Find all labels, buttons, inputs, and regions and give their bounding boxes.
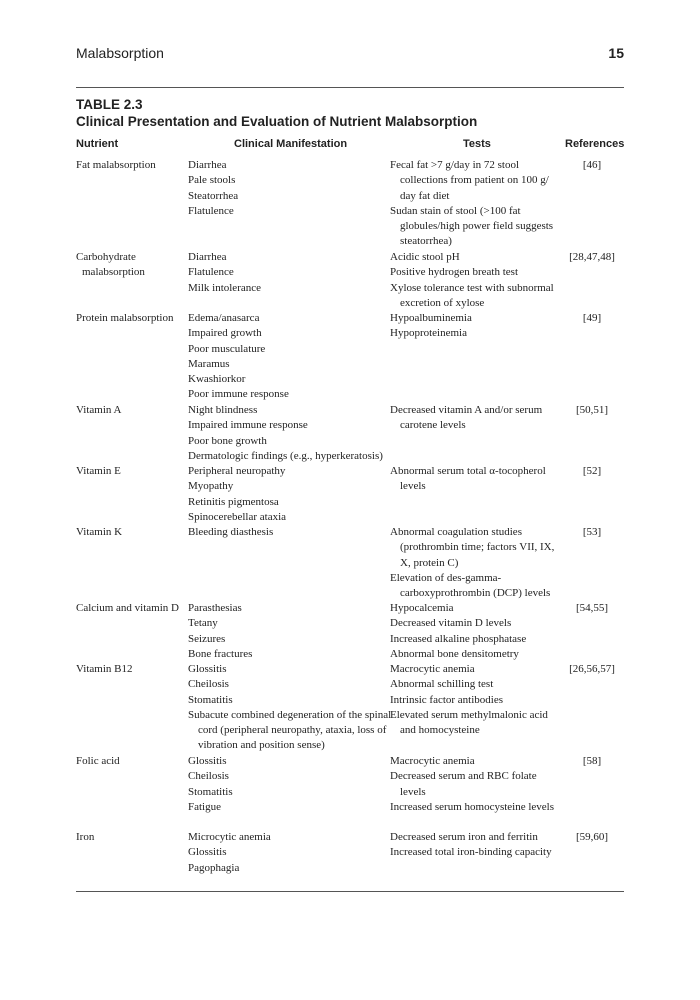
nutrient-name: Folic acid: [76, 755, 120, 767]
column-header-references: References: [565, 138, 625, 150]
nutrient-cell: [76, 250, 186, 281]
manifestation-cell: [188, 158, 392, 219]
test-item: Intrinsic factor antibodies: [390, 693, 504, 706]
nutrient-name: Iron: [76, 831, 95, 843]
references-cell: [560, 601, 624, 616]
manifestation-item: Peripheral neuropathy: [188, 465, 286, 477]
test-item: Acidic stool pH: [390, 251, 460, 263]
manifestation-item: Poor bone growth: [188, 434, 267, 447]
reference-citation: [58]: [582, 755, 602, 767]
manifestation-item: Maramus: [188, 357, 230, 370]
table-row: [76, 601, 624, 662]
test-item: Decreased vitamin D levels: [390, 617, 512, 630]
tests-cell: [390, 311, 560, 342]
reference-citation: [54,55]: [575, 602, 609, 614]
test-item: Increased alkaline phosphatase: [390, 632, 527, 645]
test-item: Sudan stain of stool (>100 fat globules/high power field suggests steatorrhea): [390, 204, 554, 248]
column-headers: [76, 138, 624, 154]
nutrient-name: Calcium and vitamin D: [76, 602, 179, 614]
manifestation-item: Pale stools: [188, 174, 236, 187]
reference-citation: [53]: [582, 526, 602, 538]
reference-citation: [50,51]: [575, 404, 609, 416]
column-header-manifestation: Clinical Manifestation: [234, 138, 348, 150]
nutrient-cell: [76, 464, 186, 479]
tests-cell: [390, 464, 560, 495]
table-row: [76, 403, 624, 464]
reference-citation: [52]: [582, 465, 602, 477]
references-cell: [560, 403, 624, 418]
manifestation-item: Milk intolerance: [188, 281, 262, 294]
manifestation-item: Bone fractures: [188, 647, 253, 660]
test-item: Decreased serum and RBC folate levels: [390, 770, 537, 798]
nutrient-name: Vitamin K: [76, 526, 123, 538]
nutrient-name: Carbohydrate: [76, 251, 136, 263]
test-item: Macrocytic anemia: [390, 663, 475, 675]
table-row: [76, 754, 624, 830]
nutrient-cell: [76, 311, 186, 326]
manifestation-item: Diarrhea: [188, 159, 227, 171]
references-cell: [560, 662, 624, 677]
references-cell: [560, 464, 624, 479]
tests-cell: [390, 754, 560, 815]
test-item: Elevation of des-gamma-carboxyprothrombin (DCP) levels: [390, 571, 551, 600]
reference-citation: [28,47,48]: [569, 251, 615, 263]
manifestation-cell: [188, 403, 392, 464]
manifestation-cell: [188, 464, 392, 525]
manifestation-cell: [188, 601, 392, 662]
manifestation-item: Spinocerebellar ataxia: [188, 510, 287, 523]
nutrient-name: Fat malabsorption: [76, 159, 156, 171]
nutrient-cell: [76, 601, 186, 616]
manifestation-item: Fatigue: [188, 800, 221, 813]
test-item: Abnormal coagulation studies (prothrombin time; factors VII, IX, X, protein C): [390, 526, 555, 569]
manifestation-item: Tetany: [188, 617, 218, 630]
table-label: TABLE 2.3: [76, 97, 143, 112]
manifestation-item: Diarrhea: [188, 251, 227, 263]
manifestation-item: Cheilosis: [188, 770, 229, 783]
tests-cell: [390, 830, 560, 861]
test-item: Increased total iron-binding capacity: [390, 846, 552, 859]
table-caption: Clinical Presentation and Evaluation of Nutrient Malabsorption: [76, 114, 478, 129]
tests-cell: [390, 403, 560, 434]
manifestation-item: Flatulence: [188, 204, 234, 217]
test-item: Hypocalcemia: [390, 602, 454, 614]
manifestation-cell: [188, 662, 392, 754]
nutrient-name: malabsorption: [82, 266, 145, 279]
reference-citation: [59,60]: [575, 831, 609, 843]
tests-cell: [390, 250, 560, 311]
test-item: Elevated serum methylmalonic acid and homocysteine: [390, 708, 548, 737]
references-cell: [560, 311, 624, 326]
column-header-nutrient: Nutrient: [76, 138, 119, 150]
references-cell: [560, 250, 624, 265]
manifestation-item: Cheilosis: [188, 678, 229, 691]
table-row: [76, 311, 624, 403]
nutrient-name: Vitamin A: [76, 404, 122, 416]
manifestation-item: Bleeding diasthesis: [188, 526, 274, 538]
manifestation-item: Edema/anasarca: [188, 312, 260, 324]
table-row: [76, 662, 624, 754]
manifestation-cell: [188, 754, 392, 815]
manifestation-item: Retinitis pigmentosa: [188, 495, 279, 508]
manifestation-item: Microcytic anemia: [188, 831, 271, 843]
tests-cell: [390, 601, 560, 662]
manifestation-item: Glossitis: [188, 846, 227, 859]
test-item: Abnormal bone densitometry: [390, 647, 519, 660]
page-number: 15: [608, 45, 624, 61]
table-row: [76, 830, 624, 876]
test-item: Positive hydrogen breath test: [390, 266, 519, 279]
test-item: Macrocytic anemia: [390, 755, 475, 767]
manifestation-item: Impaired growth: [188, 327, 262, 340]
test-item: Abnormal schilling test: [390, 678, 494, 691]
manifestation-item: Kwashiorkor: [188, 373, 246, 386]
table-row: [76, 464, 624, 525]
manifestation-item: Flatulence: [188, 266, 234, 279]
manifestation-item: Seizures: [188, 632, 226, 645]
table-row: [76, 525, 624, 601]
tests-cell: [390, 158, 560, 250]
column-header-tests: Tests: [463, 138, 491, 150]
manifestation-item: Poor immune response: [188, 388, 289, 401]
manifestation-item: Myopathy: [188, 480, 234, 493]
tests-cell: [390, 525, 560, 601]
nutrient-cell: [76, 754, 186, 769]
manifestation-cell: [188, 525, 392, 540]
test-item: Decreased serum iron and ferritin: [390, 831, 538, 843]
test-item: Hypoproteinemia: [390, 327, 467, 340]
manifestation-item: Stomatitis: [188, 693, 233, 706]
nutrient-cell: [76, 662, 186, 677]
manifestation-item: Glossitis: [188, 755, 227, 767]
running-title: Malabsorption: [76, 45, 164, 61]
nutrient-name: Protein malabsorption: [76, 312, 174, 324]
nutrient-name: Vitamin E: [76, 465, 121, 477]
test-item: Hypoalbuminemia: [390, 312, 472, 324]
nutrient-name: Vitamin B12: [76, 663, 133, 675]
table-body: [76, 158, 624, 876]
test-item: Increased serum homocysteine levels: [390, 800, 555, 813]
references-cell: [560, 830, 624, 845]
references-cell: [560, 754, 624, 769]
nutrient-cell: [76, 525, 186, 540]
test-item: Fecal fat >7 g/day in 72 stool collections from patient on 100 g/ day fat diet: [390, 159, 549, 202]
manifestation-item: Night blindness: [188, 404, 258, 416]
manifestation-cell: [188, 311, 392, 403]
manifestation-item: Impaired immune response: [188, 419, 308, 432]
table-row: [76, 158, 624, 250]
running-head: [76, 45, 624, 65]
manifestation-item: Steatorrhea: [188, 189, 239, 202]
test-item: Xylose tolerance test with subnormal excretion of xylose: [390, 281, 554, 309]
manifestation-item: Pagophagia: [188, 861, 240, 874]
test-item: Decreased vitamin A and/or serum carotene levels: [390, 404, 543, 432]
manifestation-item: Poor musculature: [188, 342, 266, 355]
table-row: [76, 250, 624, 311]
nutrient-cell: [76, 403, 186, 418]
nutrient-cell: [76, 830, 186, 845]
nutrient-cell: [76, 158, 186, 173]
references-cell: [560, 158, 624, 173]
manifestation-cell: [188, 830, 392, 876]
reference-citation: [26,56,57]: [569, 663, 615, 675]
manifestation-cell: [188, 250, 392, 296]
reference-citation: [46]: [582, 159, 602, 171]
manifestation-item: Stomatitis: [188, 785, 233, 798]
bottom-rule: [76, 891, 624, 892]
references-cell: [560, 525, 624, 540]
tests-cell: [390, 662, 560, 738]
test-item: Abnormal serum total α-tocopherol levels: [390, 465, 546, 493]
manifestation-item: Parasthesias: [188, 602, 242, 614]
reference-citation: [49]: [582, 312, 602, 324]
manifestation-item: Glossitis: [188, 663, 227, 675]
manifestation-item: Subacute combined degeneration of the spinal cord (peripheral neuropathy, ataxia, loss of vibration and position sense): [188, 708, 392, 752]
manifestation-item: Dermatologic findings (e.g., hyperkeratosis): [188, 449, 383, 462]
top-rule: [76, 87, 624, 88]
